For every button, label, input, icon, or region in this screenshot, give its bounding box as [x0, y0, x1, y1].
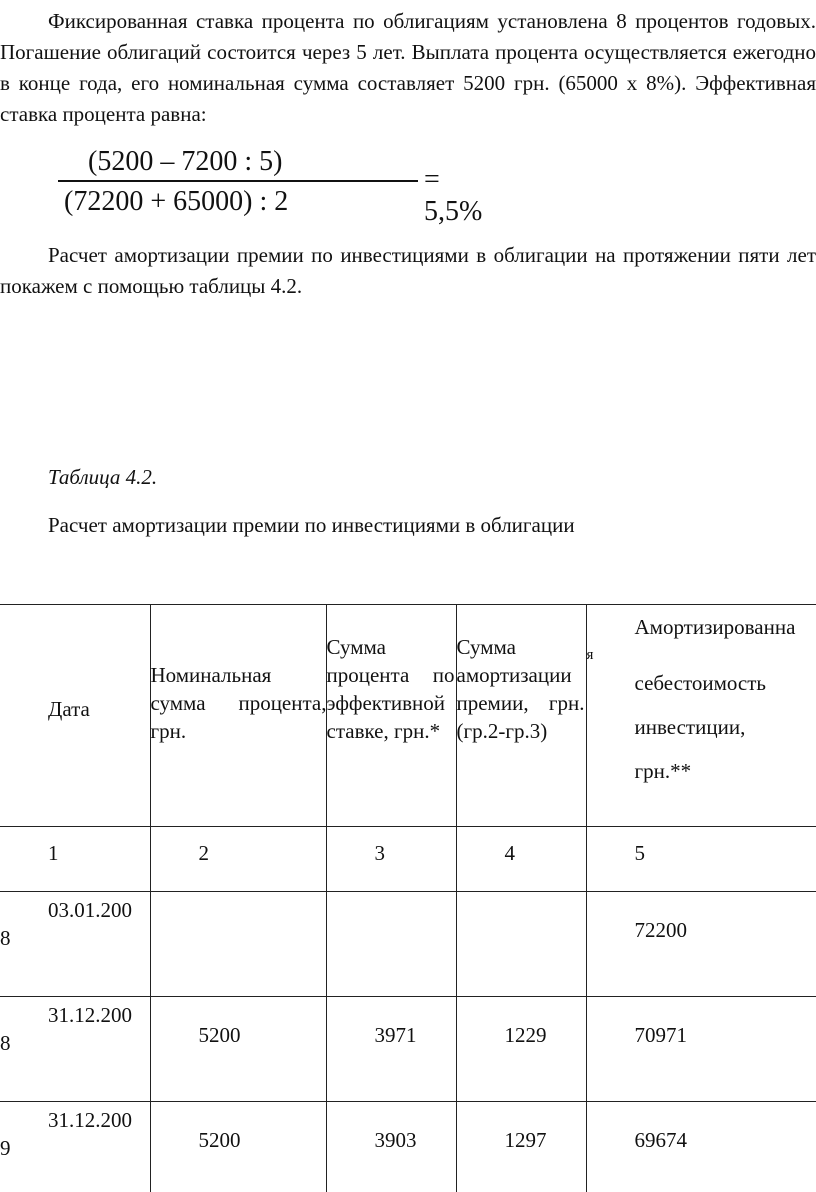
- header-date: Дата: [48, 695, 90, 723]
- nominal-interest-cell: 5200: [150, 997, 326, 1102]
- header-amortized-cost: Амортизированна себестоимость инвестиции, грн.**: [635, 605, 816, 793]
- table-label: Таблица 4.2.: [48, 462, 157, 492]
- header-nominal-interest: Номинальная сумма процента, грн.: [151, 661, 327, 745]
- column-number: 5: [586, 827, 816, 892]
- row-date-wrap: 9: [0, 1134, 11, 1162]
- table-intro-text: Расчет амортизации премии по инвестициями в облигации на протяжении пяти лет покажем с помощью таблицы 4.2.: [0, 243, 816, 298]
- header-wrapped-letter: я: [587, 641, 594, 669]
- formula-denominator: (72200 + 65000) : 2: [64, 186, 288, 218]
- column-number: 1: [0, 827, 150, 892]
- table-row: [0, 1102, 816, 1192]
- header-effective-interest: Сумма процента по эффективной ставке, грн.*: [327, 633, 455, 745]
- amortization-cell: 1229: [456, 997, 586, 1102]
- row-date: 31.12.200: [48, 1001, 132, 1029]
- amortized-cost-cell: 69674: [586, 1102, 816, 1192]
- header-premium-amortization: Сумма амортизации премии, грн. (гр.2-гр.3): [457, 633, 585, 745]
- table-row: [0, 997, 816, 1102]
- table-title: Расчет амортизации премии по инвестициями в облигации: [48, 510, 575, 540]
- row-date: 03.01.200: [48, 896, 132, 924]
- intro-paragraph-text: Фиксированная ставка процента по облигациям установлена 8 процентов годовых. Погашение облигаций состоится через 5 лет. Выплата процента осуществляется ежегодно в конце года, его номинальная сумма составляет 5200 грн. (65000 х 8%). Эффективная ставка процента равна:: [0, 9, 816, 126]
- column-number: 2: [150, 827, 326, 892]
- formula-numerator: (5200 – 7200 : 5): [88, 146, 282, 178]
- amortized-cost-cell: 70971: [586, 997, 816, 1102]
- column-number-row: [0, 827, 816, 892]
- table-intro-paragraph: [0, 240, 816, 302]
- effective-interest-cell: [326, 892, 456, 997]
- table-row: [0, 892, 816, 997]
- intro-paragraph: [0, 6, 816, 130]
- row-date-wrap: 8: [0, 1029, 11, 1057]
- effective-rate-formula: [48, 146, 488, 226]
- amortization-table: [0, 604, 816, 1192]
- effective-interest-cell: 3903: [326, 1102, 456, 1192]
- row-date-wrap: 8: [0, 924, 11, 952]
- table-header-row: [0, 605, 816, 827]
- column-number: 3: [326, 827, 456, 892]
- row-date: 31.12.200: [48, 1106, 132, 1134]
- effective-interest-cell: 3971: [326, 997, 456, 1102]
- formula-result: = 5,5%: [424, 164, 488, 228]
- formula-fraction-bar: [58, 180, 418, 182]
- amortization-cell: [456, 892, 586, 997]
- amortized-cost-cell: 72200: [586, 892, 816, 997]
- nominal-interest-cell: 5200: [150, 1102, 326, 1192]
- nominal-interest-cell: [150, 892, 326, 997]
- amortization-cell: 1297: [456, 1102, 586, 1192]
- column-number: 4: [456, 827, 586, 892]
